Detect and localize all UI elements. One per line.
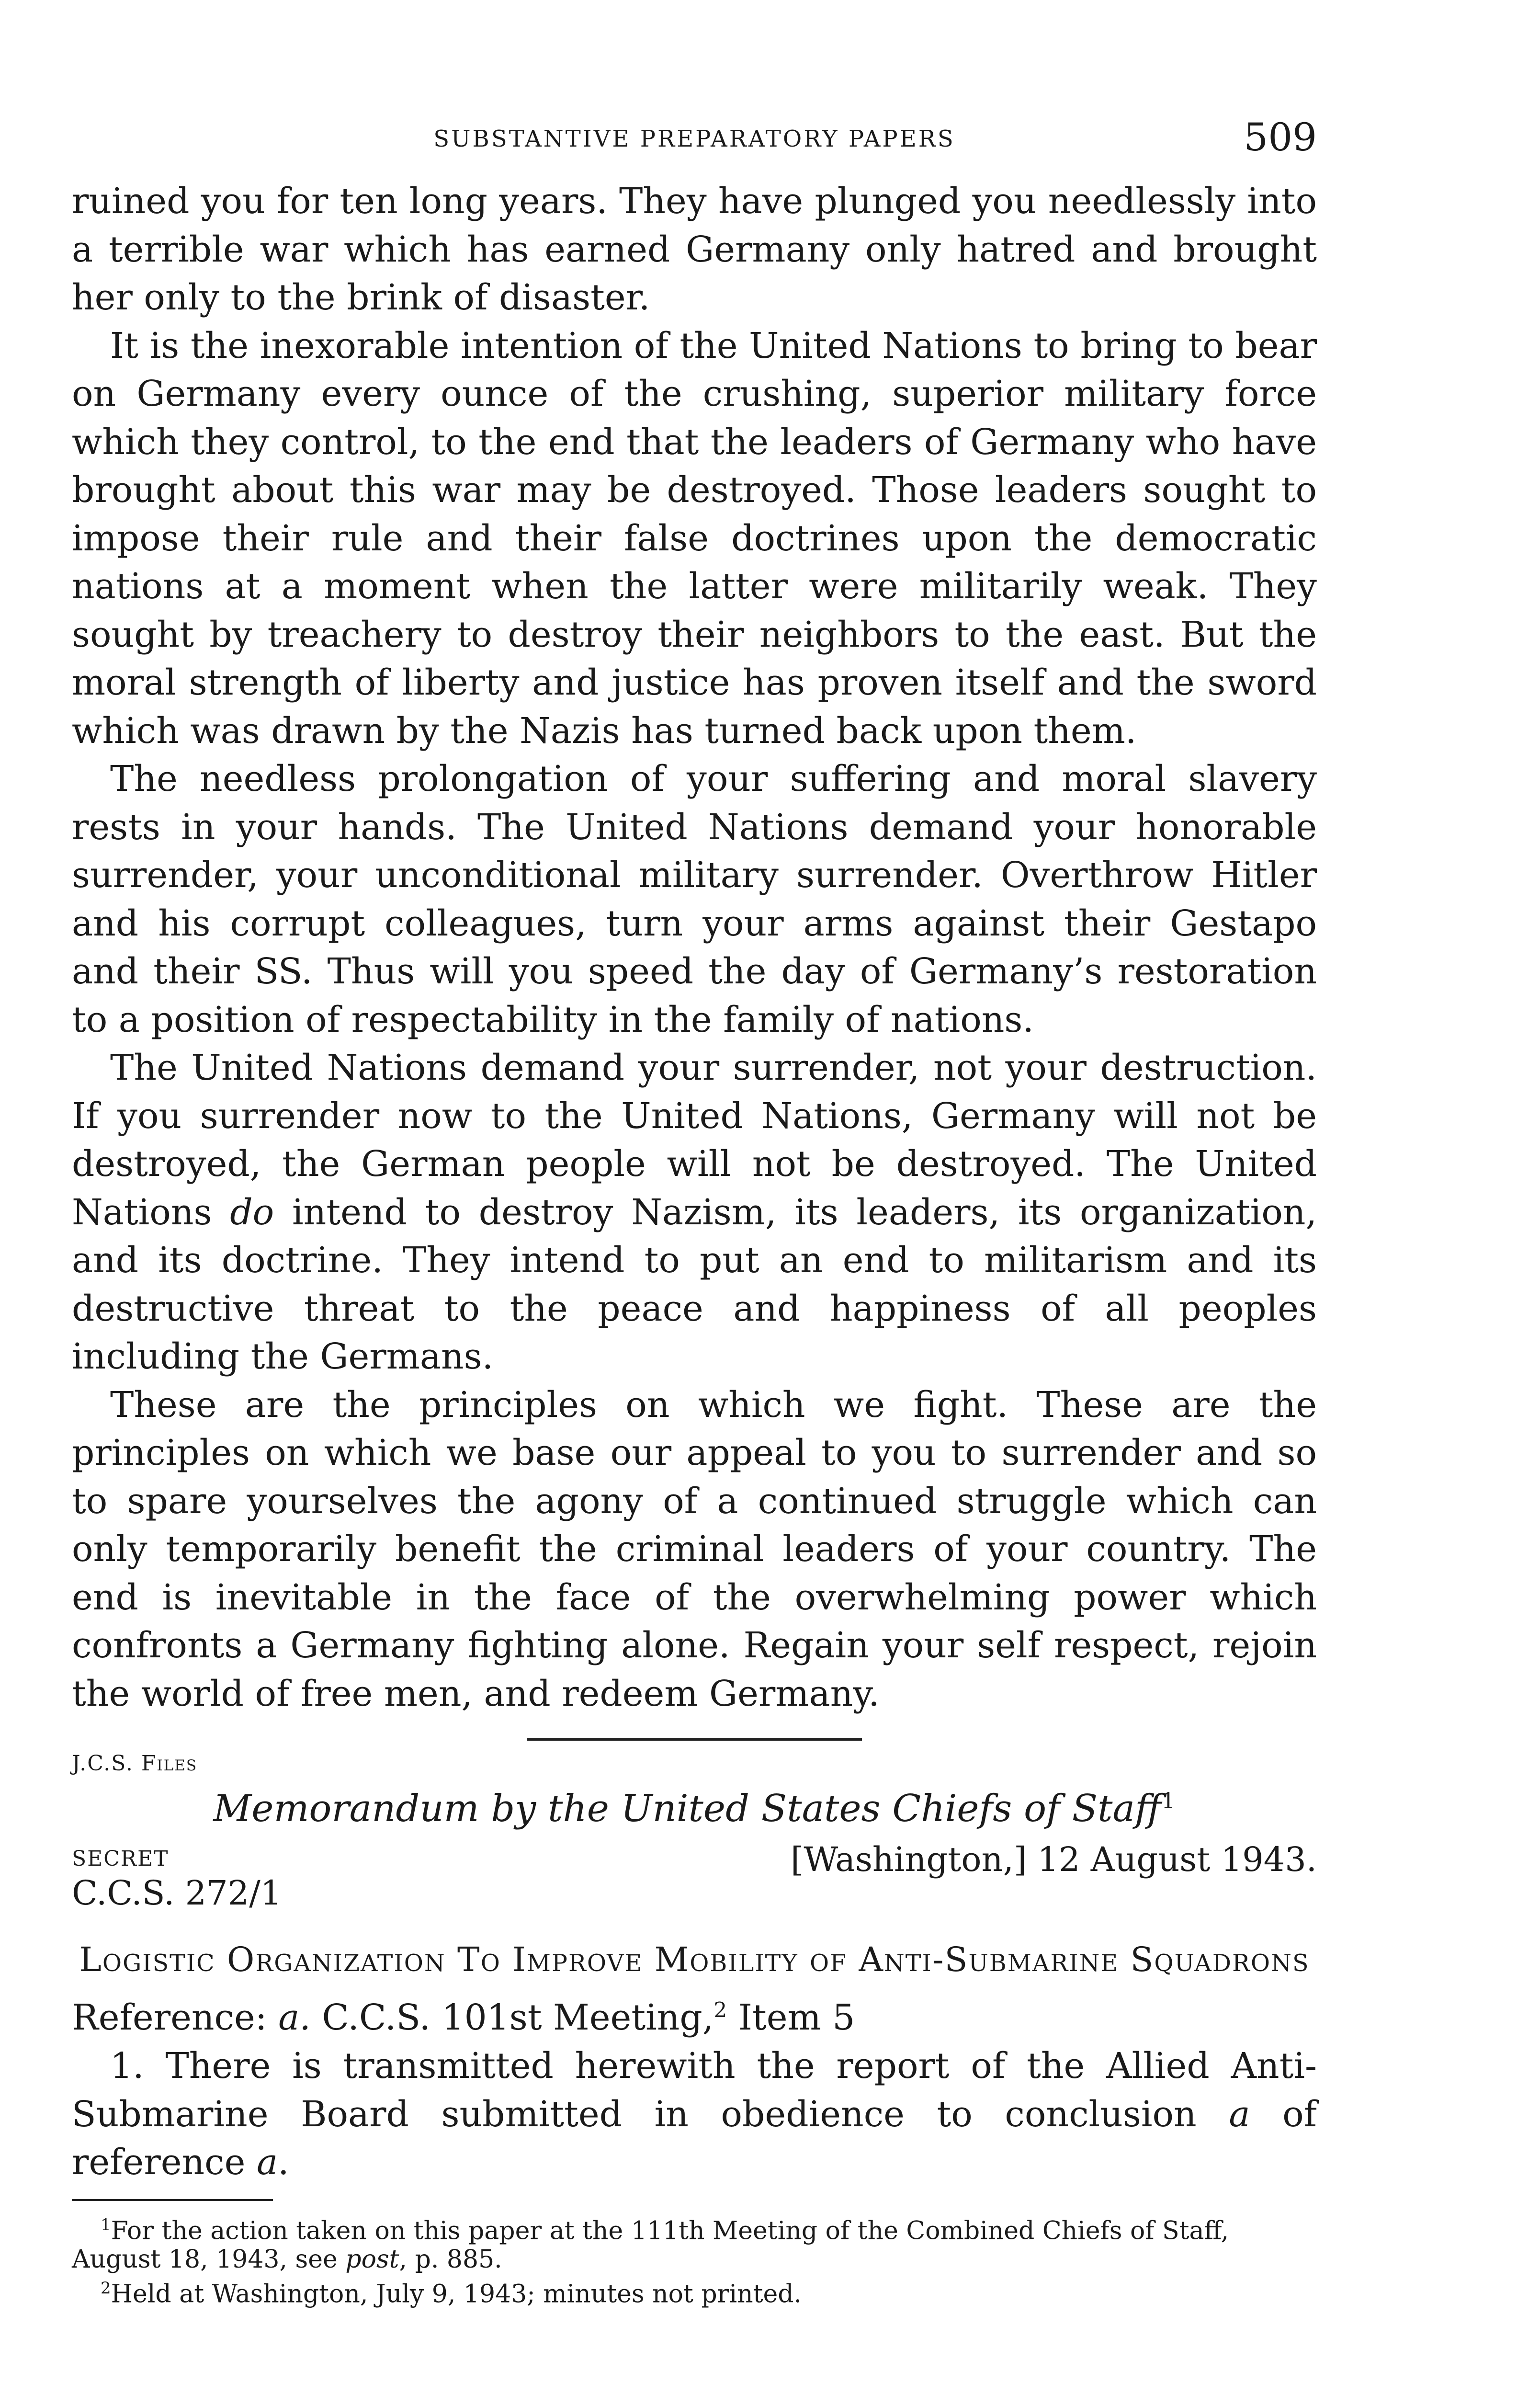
memo-paragraph-1 xyxy=(72,2042,1317,2187)
footnote-2-text: Held at Washington, July 9, 1943; minutes not printed. xyxy=(111,2280,802,2309)
document-title: Logistic Organization To Improve Mobility of Anti-Submarine Squadrons xyxy=(79,1940,1310,1979)
reference-tail: Item 5 xyxy=(738,1997,855,2038)
section-divider xyxy=(527,1738,862,1741)
emphasis-do: do xyxy=(230,1191,274,1233)
body-paragraph-3: The needless prolongation of your suffering and moral slavery rests in your hands. The United Nations demand your honorable surrender, your unconditional military surrender. Overthrow Hitler and his corrupt colleagues, turn your arms against their Gestapo and their SS. Thus will you speed the day of Germany’s restoration to a position of respectability in the family of nations. xyxy=(72,758,1317,1040)
body-paragraph-5: These are the principles on which we fight. These are the principles on which we base our appeal to you to surrender and so to spare yourselves the agony of a continued struggle which can only temporarily benefit the criminal leaders of your country. The end is inevitable in the face of the overwhelming power which confronts a Germany fighting alone. Regain your self respect, rejoin the world of free men, and redeem Germany. xyxy=(72,1384,1317,1714)
footnote-2-mark: 2 xyxy=(101,2278,111,2298)
footnote-1-emphasis: post xyxy=(345,2245,399,2274)
footnote-1-text-b: , p. 885. xyxy=(399,2245,502,2274)
page-number: 509 xyxy=(1244,115,1317,160)
footnote-ref-2: 2 xyxy=(713,1998,727,2023)
memo-title xyxy=(72,1787,1317,1830)
classification-label: SECRET xyxy=(72,1847,169,1871)
emphasis-a-2: a xyxy=(256,2142,278,2183)
memo-title-text: Memorandum by the United States Chiefs of Staff xyxy=(213,1787,1162,1830)
footnote-divider xyxy=(72,2199,273,2201)
footnote-ref-1: 1 xyxy=(1161,1788,1176,1813)
body-paragraph-4-part-b: intend to destroy Nazism, its leaders, its organization, and its doctrine. They intend to put an end to militarism and its destructive threat to the peace and happiness of all peoples including the Germans. xyxy=(72,1191,1317,1377)
running-head xyxy=(72,115,1317,177)
emphasis-a: a xyxy=(1229,2093,1250,2135)
reference-text: C.C.S. 101st Meeting, xyxy=(322,1997,714,2038)
body-paragraph-2: It is the inexorable intention of the United Nations to bring to bear on Germany every ounce of the crushing, superior military force which they control, to the end that the leaders of Germany who have brought about this war may be destroyed. Those leaders sought to impose their rule and their false doctrines upon the democratic nations at a moment when the latter were militarily weak. They sought by treachery to destroy their neighbors to the east. But the moral strength of liberty and justice has proven itself and the sword which was drawn by the Nazis has turned back upon them. xyxy=(72,325,1317,752)
reference-line xyxy=(72,1997,1317,2038)
body-paragraph-4 xyxy=(72,1044,1317,1381)
reference-item: a. xyxy=(278,1997,311,2038)
running-title: SUBSTANTIVE PREPARATORY PAPERS xyxy=(433,125,955,152)
document-number: C.C.S. 272/1 xyxy=(72,1873,282,1913)
body-paragraph-1: ruined you for ten long years. They have plunged you needlessly into a terrible war which has earned Germany only hatred and brought her only to the brink of disaster. xyxy=(72,181,1317,318)
footnote-2 xyxy=(72,2274,1317,2308)
footnote-1-mark: 1 xyxy=(101,2215,111,2235)
classification-line xyxy=(72,1840,1317,1879)
memo-paragraph-1-part-a: 1. There is transmitted herewith the report of the Allied Anti-Submarine Board submitted in obedience to conclusion xyxy=(72,2045,1317,2135)
footnote-1-text-a: For the action taken on this paper at the 111th Meeting of the Combined Chiefs of Staff, August 18, 1943, see xyxy=(72,2216,1229,2274)
place-date: [Washington,] 12 August 1943. xyxy=(791,1840,1317,1879)
document-page xyxy=(72,115,1317,2395)
memo-paragraph-1-end: . xyxy=(278,2142,289,2183)
footnote-1 xyxy=(72,2211,1317,2274)
reference-label: Reference: xyxy=(72,1997,267,2038)
memo-paragraph-1-part-b: of reference xyxy=(72,2093,1317,2183)
body-paragraph-4-part-a: The United Nations demand your surrender, not your destruction. If you surrender now to the United Nations, Germany will not be destroyed, the German people will not be destroyed. The United Nations xyxy=(72,1047,1317,1233)
source-citation: J.C.S. Files xyxy=(72,1751,198,1776)
